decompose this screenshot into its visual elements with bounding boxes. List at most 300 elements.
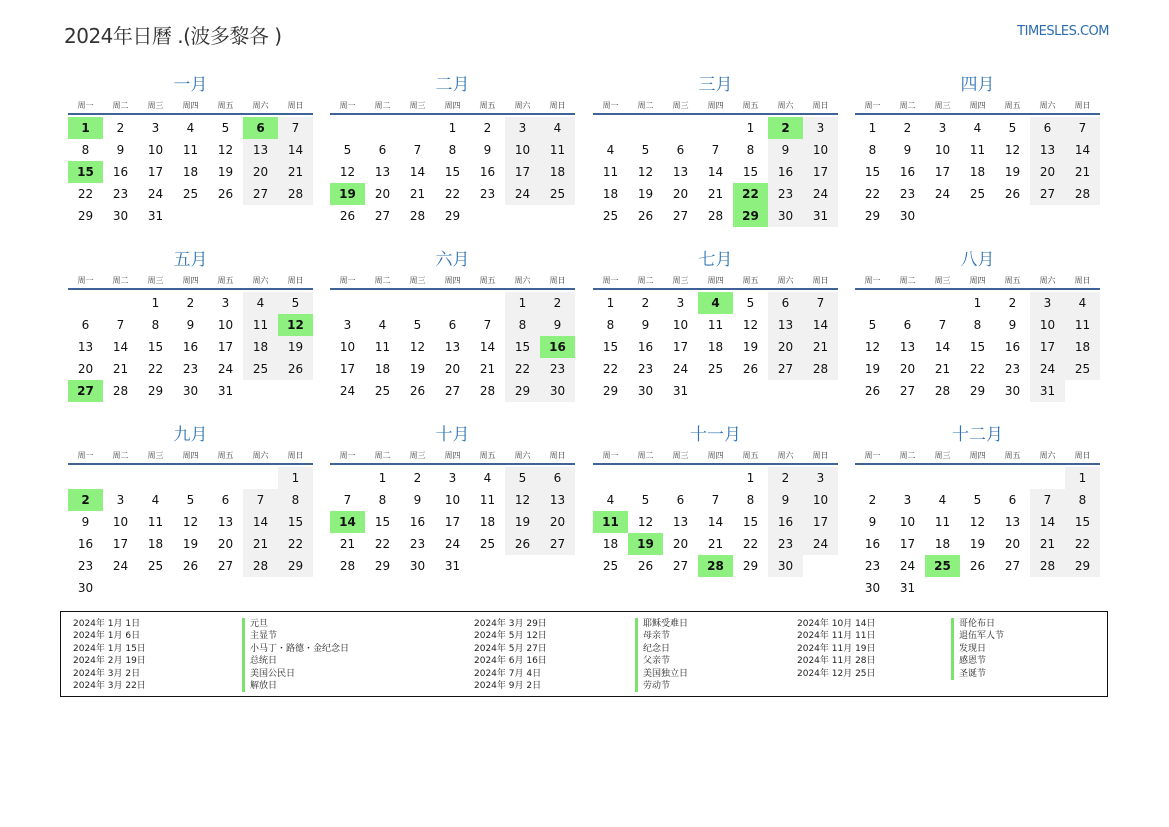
month-block <box>68 249 313 402</box>
day-cell: 8 <box>606 318 615 332</box>
weekday-header: 周五 <box>479 101 496 110</box>
day-cell: 14 <box>803 314 838 336</box>
day-cell: 14 <box>1030 511 1065 533</box>
empty-cell <box>400 117 435 139</box>
day-cell: 18 <box>602 187 619 201</box>
day-cell: 16 <box>864 537 881 551</box>
legend-date: 2024年 10月 14日 <box>797 619 876 629</box>
legend-holiday-name: 劳动节 <box>635 680 688 692</box>
header-rule <box>330 463 575 465</box>
weekday-header: 周二 <box>637 276 654 285</box>
empty-cell <box>663 467 698 489</box>
day-cell: 22 <box>77 187 94 201</box>
day-cell: 18 <box>934 537 951 551</box>
site-logo-text[interactable]: TIMESLES.COM <box>1017 24 1109 39</box>
day-cell: 10 <box>505 139 540 161</box>
empty-cell <box>855 467 890 489</box>
day-cell: 5 <box>868 318 877 332</box>
day-cell: 28 <box>1030 555 1065 577</box>
empty-cell <box>593 467 628 489</box>
day-cell: 8 <box>278 489 313 511</box>
legend-date: 2024年 11月 11日 <box>797 631 876 642</box>
holiday-day-cell: 2 <box>68 489 103 511</box>
month-block <box>593 424 838 577</box>
day-cell: 27 <box>899 384 916 398</box>
day-cell: 20 <box>374 187 391 201</box>
legend-date: 2024年 3月 22日 <box>73 680 146 691</box>
day-cell: 20 <box>768 336 803 358</box>
weekday-header: 周二 <box>637 101 654 110</box>
day-cell: 16 <box>899 165 916 179</box>
weekday-header: 周四 <box>444 101 461 110</box>
weekday-header: 周二 <box>637 451 654 460</box>
day-cell: 30 <box>77 581 94 595</box>
day-cell: 13 <box>444 340 461 354</box>
day-cell: 28 <box>707 209 724 223</box>
day-cell: 6 <box>768 292 803 314</box>
day-cell: 20 <box>540 511 575 533</box>
day-cell: 13 <box>768 314 803 336</box>
day-cell: 2 <box>868 493 877 507</box>
day-cell: 5 <box>641 493 650 507</box>
day-cell: 14 <box>934 340 951 354</box>
day-cell: 27 <box>243 183 278 205</box>
month-name: 四月 <box>960 75 995 95</box>
day-cell: 9 <box>868 515 877 529</box>
weekday-header: 周三 <box>934 276 951 285</box>
day-cell: 7 <box>1065 117 1100 139</box>
day-cell: 17 <box>672 340 689 354</box>
day-cell: 5 <box>973 493 982 507</box>
day-cell: 10 <box>147 143 164 157</box>
day-cell: 29 <box>505 380 540 402</box>
legend-date: 2024年 6月 16日 <box>474 656 547 667</box>
weekday-header: 周一 <box>77 276 94 285</box>
day-cell: 2 <box>768 467 803 489</box>
day-cell: 18 <box>540 161 575 183</box>
empty-cell <box>925 292 960 314</box>
weekday-header: 周五 <box>742 451 759 460</box>
day-cell: 7 <box>343 493 352 507</box>
empty-cell <box>138 467 173 489</box>
day-cell: 27 <box>374 209 391 223</box>
day-cell: 16 <box>768 511 803 533</box>
day-cell: 17 <box>217 340 234 354</box>
day-cell: 17 <box>444 515 461 529</box>
day-cell: 17 <box>803 511 838 533</box>
day-cell: 4 <box>151 493 160 507</box>
legend-holiday-name: 元旦 <box>242 618 349 630</box>
day-cell: 30 <box>409 559 426 573</box>
day-cell: 12 <box>505 489 540 511</box>
day-cell: 23 <box>409 537 426 551</box>
day-cell: 26 <box>742 362 759 376</box>
day-cell: 4 <box>606 143 615 157</box>
day-cell: 20 <box>672 537 689 551</box>
day-cell: 12 <box>637 515 654 529</box>
day-cell: 3 <box>343 318 352 332</box>
day-cell: 2 <box>540 292 575 314</box>
weekday-header: 周五 <box>479 451 496 460</box>
day-cell: 2 <box>641 296 650 310</box>
weekday-header: 周三 <box>409 101 426 110</box>
day-cell: 20 <box>1004 537 1021 551</box>
empty-cell <box>365 292 400 314</box>
legend-date-column <box>474 618 547 692</box>
day-cell: 19 <box>864 362 881 376</box>
day-cell: 13 <box>374 165 391 179</box>
day-cell: 26 <box>637 559 654 573</box>
day-cell: 28 <box>409 209 426 223</box>
weekday-header: 周一 <box>602 101 619 110</box>
day-cell: 2 <box>483 121 492 135</box>
month-block <box>855 74 1100 227</box>
weekday-header: 周日 <box>1074 451 1091 460</box>
day-cell: 9 <box>768 139 803 161</box>
day-cell: 15 <box>602 340 619 354</box>
day-cell: 27 <box>672 209 689 223</box>
day-cell: 21 <box>1030 533 1065 555</box>
day-cell: 24 <box>899 559 916 573</box>
day-cell: 7 <box>116 318 125 332</box>
weekday-header: 周四 <box>444 451 461 460</box>
legend-date: 2024年 3月 2日 <box>73 668 141 679</box>
day-cell: 23 <box>112 187 129 201</box>
day-cell: 21 <box>339 537 356 551</box>
day-cell: 10 <box>1030 314 1065 336</box>
day-cell: 16 <box>409 515 426 529</box>
day-cell: 13 <box>540 489 575 511</box>
day-cell: 24 <box>112 559 129 573</box>
weekday-header: 周一 <box>864 101 881 110</box>
weekday-header: 周日 <box>1074 101 1091 110</box>
day-cell: 26 <box>217 187 234 201</box>
day-cell: 5 <box>186 493 195 507</box>
day-cell: 14 <box>278 139 313 161</box>
day-cell: 24 <box>147 187 164 201</box>
day-cell: 1 <box>1065 467 1100 489</box>
day-cell: 8 <box>746 143 755 157</box>
day-cell: 30 <box>899 209 916 223</box>
month-grid <box>593 271 838 402</box>
weekday-header: 周二 <box>374 101 391 110</box>
day-cell: 17 <box>505 161 540 183</box>
day-cell: 2 <box>413 471 422 485</box>
weekday-header: 周一 <box>77 451 94 460</box>
legend-name-column <box>242 618 349 692</box>
weekday-header: 周三 <box>409 276 426 285</box>
weekday-header: 周一 <box>864 276 881 285</box>
month-name: 六月 <box>435 250 470 270</box>
weekday-header: 周五 <box>1004 276 1021 285</box>
day-cell: 15 <box>278 511 313 533</box>
weekday-header: 周三 <box>934 101 951 110</box>
day-cell: 24 <box>803 533 838 555</box>
day-cell: 6 <box>1008 493 1017 507</box>
day-cell: 7 <box>278 117 313 139</box>
day-cell: 6 <box>540 467 575 489</box>
day-cell: 10 <box>339 340 356 354</box>
legend-holiday-name: 退伍军人节 <box>951 630 1004 642</box>
weekday-header: 周一 <box>339 276 356 285</box>
month-block <box>330 424 575 577</box>
holiday-day-cell: 28 <box>698 555 733 577</box>
day-cell: 26 <box>1004 187 1021 201</box>
day-cell: 22 <box>505 358 540 380</box>
day-cell: 3 <box>803 467 838 489</box>
day-cell: 6 <box>676 493 685 507</box>
empty-cell <box>173 467 208 489</box>
legend-date-column <box>797 618 876 680</box>
day-cell: 29 <box>1065 555 1100 577</box>
day-cell: 10 <box>672 318 689 332</box>
weekday-header: 周日 <box>812 276 829 285</box>
month-block <box>593 74 838 227</box>
day-cell: 16 <box>1004 340 1021 354</box>
day-cell: 11 <box>969 143 986 157</box>
day-cell: 13 <box>672 515 689 529</box>
day-cell: 15 <box>969 340 986 354</box>
day-cell: 29 <box>742 559 759 573</box>
empty-cell <box>330 292 365 314</box>
day-cell: 26 <box>409 384 426 398</box>
day-cell: 15 <box>444 165 461 179</box>
header-rule <box>330 113 575 115</box>
day-cell: 22 <box>864 187 881 201</box>
day-cell: 30 <box>768 205 803 227</box>
header-rule <box>593 113 838 115</box>
day-cell: 18 <box>147 537 164 551</box>
day-cell: 4 <box>243 292 278 314</box>
day-cell: 25 <box>243 358 278 380</box>
weekday-header: 周五 <box>1004 451 1021 460</box>
weekday-header: 周五 <box>479 276 496 285</box>
day-cell: 4 <box>540 117 575 139</box>
day-cell: 30 <box>112 209 129 223</box>
empty-cell <box>663 117 698 139</box>
day-cell: 30 <box>864 581 881 595</box>
weekday-header: 周四 <box>444 276 461 285</box>
day-cell: 7 <box>803 292 838 314</box>
day-cell: 19 <box>1004 165 1021 179</box>
weekday-header: 周日 <box>549 276 566 285</box>
weekday-header: 周六 <box>514 276 531 285</box>
empty-cell <box>330 117 365 139</box>
day-cell: 26 <box>864 384 881 398</box>
day-cell: 8 <box>1065 489 1100 511</box>
legend-holiday-name: 美国公民日 <box>242 668 349 680</box>
weekday-header: 周三 <box>672 276 689 285</box>
month-name: 十二月 <box>952 425 1003 445</box>
day-cell: 21 <box>934 362 951 376</box>
day-cell: 5 <box>1008 121 1017 135</box>
day-cell: 23 <box>768 183 803 205</box>
day-cell: 5 <box>221 121 230 135</box>
day-cell: 29 <box>969 384 986 398</box>
day-cell: 28 <box>1065 183 1100 205</box>
legend-date: 2024年 1月 15日 <box>73 643 146 654</box>
holiday-legend <box>60 611 1108 697</box>
legend-holiday-name: 解放日 <box>242 680 349 692</box>
day-cell: 30 <box>182 384 199 398</box>
day-cell: 3 <box>903 493 912 507</box>
day-cell: 3 <box>448 471 457 485</box>
day-cell: 17 <box>803 161 838 183</box>
day-cell: 5 <box>641 143 650 157</box>
day-cell: 23 <box>899 187 916 201</box>
day-cell: 9 <box>413 493 422 507</box>
day-cell: 23 <box>479 187 496 201</box>
day-cell: 18 <box>479 515 496 529</box>
empty-cell <box>628 467 663 489</box>
holiday-day-cell: 4 <box>698 292 733 314</box>
weekday-header: 周三 <box>672 101 689 110</box>
day-cell: 4 <box>186 121 195 135</box>
day-cell: 25 <box>1065 358 1100 380</box>
day-cell: 22 <box>444 187 461 201</box>
day-cell: 27 <box>768 358 803 380</box>
header-rule <box>68 288 313 290</box>
weekday-header: 周六 <box>252 101 269 110</box>
month-grid <box>68 271 313 402</box>
day-cell: 20 <box>217 537 234 551</box>
day-cell: 27 <box>444 384 461 398</box>
day-cell: 8 <box>151 318 160 332</box>
day-cell: 18 <box>374 362 391 376</box>
day-cell: 8 <box>505 314 540 336</box>
month-grid <box>330 446 575 577</box>
day-cell: 17 <box>112 537 129 551</box>
empty-cell <box>698 117 733 139</box>
month-block <box>68 74 313 227</box>
day-cell: 8 <box>746 493 755 507</box>
month-name: 八月 <box>960 250 995 270</box>
weekday-header: 周六 <box>252 276 269 285</box>
day-cell: 4 <box>938 493 947 507</box>
holiday-day-cell: 11 <box>593 511 628 533</box>
weekday-header: 周日 <box>812 101 829 110</box>
day-cell: 14 <box>112 340 129 354</box>
weekday-header: 周日 <box>287 451 304 460</box>
day-cell: 19 <box>217 165 234 179</box>
weekday-header: 周二 <box>112 101 129 110</box>
legend-holiday-name: 纪念日 <box>635 643 688 655</box>
day-cell: 16 <box>768 161 803 183</box>
day-cell: 5 <box>413 318 422 332</box>
day-cell: 19 <box>969 537 986 551</box>
day-cell: 7 <box>711 493 720 507</box>
day-cell: 26 <box>182 559 199 573</box>
day-cell: 24 <box>934 187 951 201</box>
day-cell: 30 <box>540 380 575 402</box>
month-grid <box>593 96 838 227</box>
empty-cell <box>960 467 995 489</box>
day-cell: 23 <box>540 358 575 380</box>
day-cell: 31 <box>217 384 234 398</box>
day-cell: 22 <box>742 537 759 551</box>
day-cell: 21 <box>707 537 724 551</box>
day-cell: 21 <box>243 533 278 555</box>
day-cell: 11 <box>602 165 619 179</box>
header-rule <box>68 463 313 465</box>
page-title: 2024年日曆 .(波多黎各 ) <box>64 24 282 48</box>
day-cell: 13 <box>243 139 278 161</box>
day-cell: 14 <box>707 515 724 529</box>
month-name: 三月 <box>698 75 733 95</box>
day-cell: 31 <box>1030 380 1065 402</box>
day-cell: 1 <box>505 292 540 314</box>
weekday-header: 周二 <box>112 451 129 460</box>
weekday-header: 周一 <box>339 101 356 110</box>
month-name: 五月 <box>173 250 208 270</box>
month-grid <box>68 446 313 599</box>
day-cell: 12 <box>1004 143 1021 157</box>
weekday-header: 周六 <box>777 276 794 285</box>
day-cell: 28 <box>112 384 129 398</box>
day-cell: 10 <box>803 139 838 161</box>
weekday-header: 周日 <box>549 451 566 460</box>
day-cell: 20 <box>444 362 461 376</box>
day-cell: 8 <box>448 143 457 157</box>
day-cell: 3 <box>803 117 838 139</box>
day-cell: 6 <box>378 143 387 157</box>
day-cell: 14 <box>707 165 724 179</box>
weekday-header: 周三 <box>934 451 951 460</box>
day-cell: 28 <box>803 358 838 380</box>
day-cell: 24 <box>217 362 234 376</box>
legend-name-column <box>951 618 1004 680</box>
empty-cell <box>628 117 663 139</box>
day-cell: 21 <box>278 161 313 183</box>
legend-holiday-name: 主显节 <box>242 630 349 642</box>
day-cell: 5 <box>505 467 540 489</box>
day-cell: 9 <box>81 515 90 529</box>
legend-date: 2024年 12月 25日 <box>797 668 876 679</box>
weekday-header: 周二 <box>899 101 916 110</box>
day-cell: 12 <box>742 318 759 332</box>
legend-date: 2024年 2月 19日 <box>73 656 146 667</box>
day-cell: 26 <box>339 209 356 223</box>
day-cell: 25 <box>147 559 164 573</box>
weekday-header: 周一 <box>864 451 881 460</box>
legend-name-column <box>635 618 688 692</box>
holiday-day-cell: 19 <box>628 533 663 555</box>
day-cell: 10 <box>217 318 234 332</box>
legend-holiday-name: 小马丁・路德・金纪念日 <box>242 643 349 655</box>
day-cell: 24 <box>505 183 540 205</box>
day-cell: 24 <box>339 384 356 398</box>
day-cell: 13 <box>672 165 689 179</box>
empty-cell <box>593 117 628 139</box>
empty-cell <box>890 467 925 489</box>
day-cell: 11 <box>182 143 199 157</box>
holiday-day-cell: 29 <box>733 205 768 227</box>
day-cell: 11 <box>1065 314 1100 336</box>
day-cell: 30 <box>1004 384 1021 398</box>
day-cell: 10 <box>444 493 461 507</box>
month-grid <box>855 271 1100 402</box>
day-cell: 24 <box>1030 358 1065 380</box>
day-cell: 12 <box>969 515 986 529</box>
header-rule <box>593 463 838 465</box>
weekday-header: 周四 <box>969 101 986 110</box>
legend-holiday-name: 总统日 <box>242 655 349 667</box>
empty-cell <box>890 292 925 314</box>
day-cell: 3 <box>1030 292 1065 314</box>
day-cell: 8 <box>868 143 877 157</box>
month-name: 十月 <box>435 425 470 445</box>
empty-cell <box>208 467 243 489</box>
